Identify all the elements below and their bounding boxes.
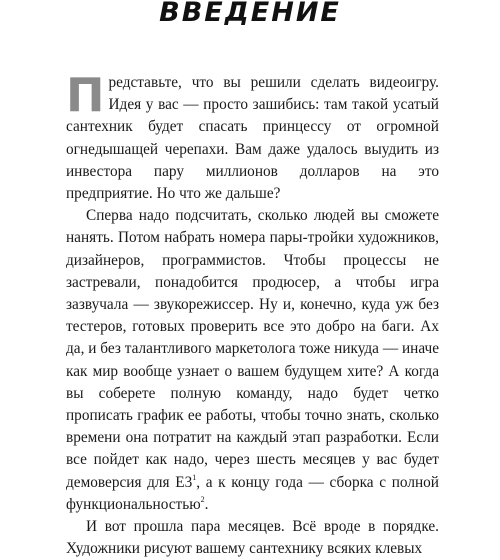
footnote-marker-2: 2 (200, 494, 205, 504)
paragraph-intro (66, 68, 439, 205)
paragraph-intro-text: редставьте, что вы решили сделать видеоигру. Идея у вас — просто зашибись: там такой усатый сантехник будет спасать принцессу от огромной огнедышащей черепахи. Вам даже удалось выудить из инвестора пару миллионов долларов на это предприятие. Но что же дальше? (66, 74, 439, 203)
paragraph-team-text-end: . (204, 495, 209, 513)
paragraph-team-text: Сперва надо подсчитать, сколько людей вы сможете нанять. Потом набрать номера пары-тройки художников, дизайнеров, программистов. Чтобы процессы не застревали, понадобится продюсер, а чтобы игра зазвучала — звукорежиссер. Ну и, конечно, куда уж без тестеров, готовых проверить все это добро на баги. Ах да, и без талантливого маркетолога тоже никуда — иначе как мир вообще узнает о вашем будущем хите? А когда вы соберете полную команду, надо будет четко прописать график ее работы, чтобы точно знать, сколько времени она потратит на каждый этап разработки. Если все пойдет как надо, через шесть месяцев у вас будет демоверсия для E3 (66, 207, 439, 491)
paragraph-team-text-cont: , а к концу года — сборка с полной функциональностью (66, 473, 439, 513)
drop-cap: П (66, 68, 105, 122)
paragraph-team (66, 205, 439, 516)
paragraph-months-text: И вот прошла пара месяцев. Всё вроде в порядке. Художники рисуют вашему сантехнику всяких клевых (66, 518, 439, 558)
footnote-marker-1: 1 (192, 472, 197, 482)
paragraph-months (66, 516, 439, 560)
body-text (66, 68, 439, 560)
page-title: ВВЕДЕНИЕ (159, 0, 341, 28)
